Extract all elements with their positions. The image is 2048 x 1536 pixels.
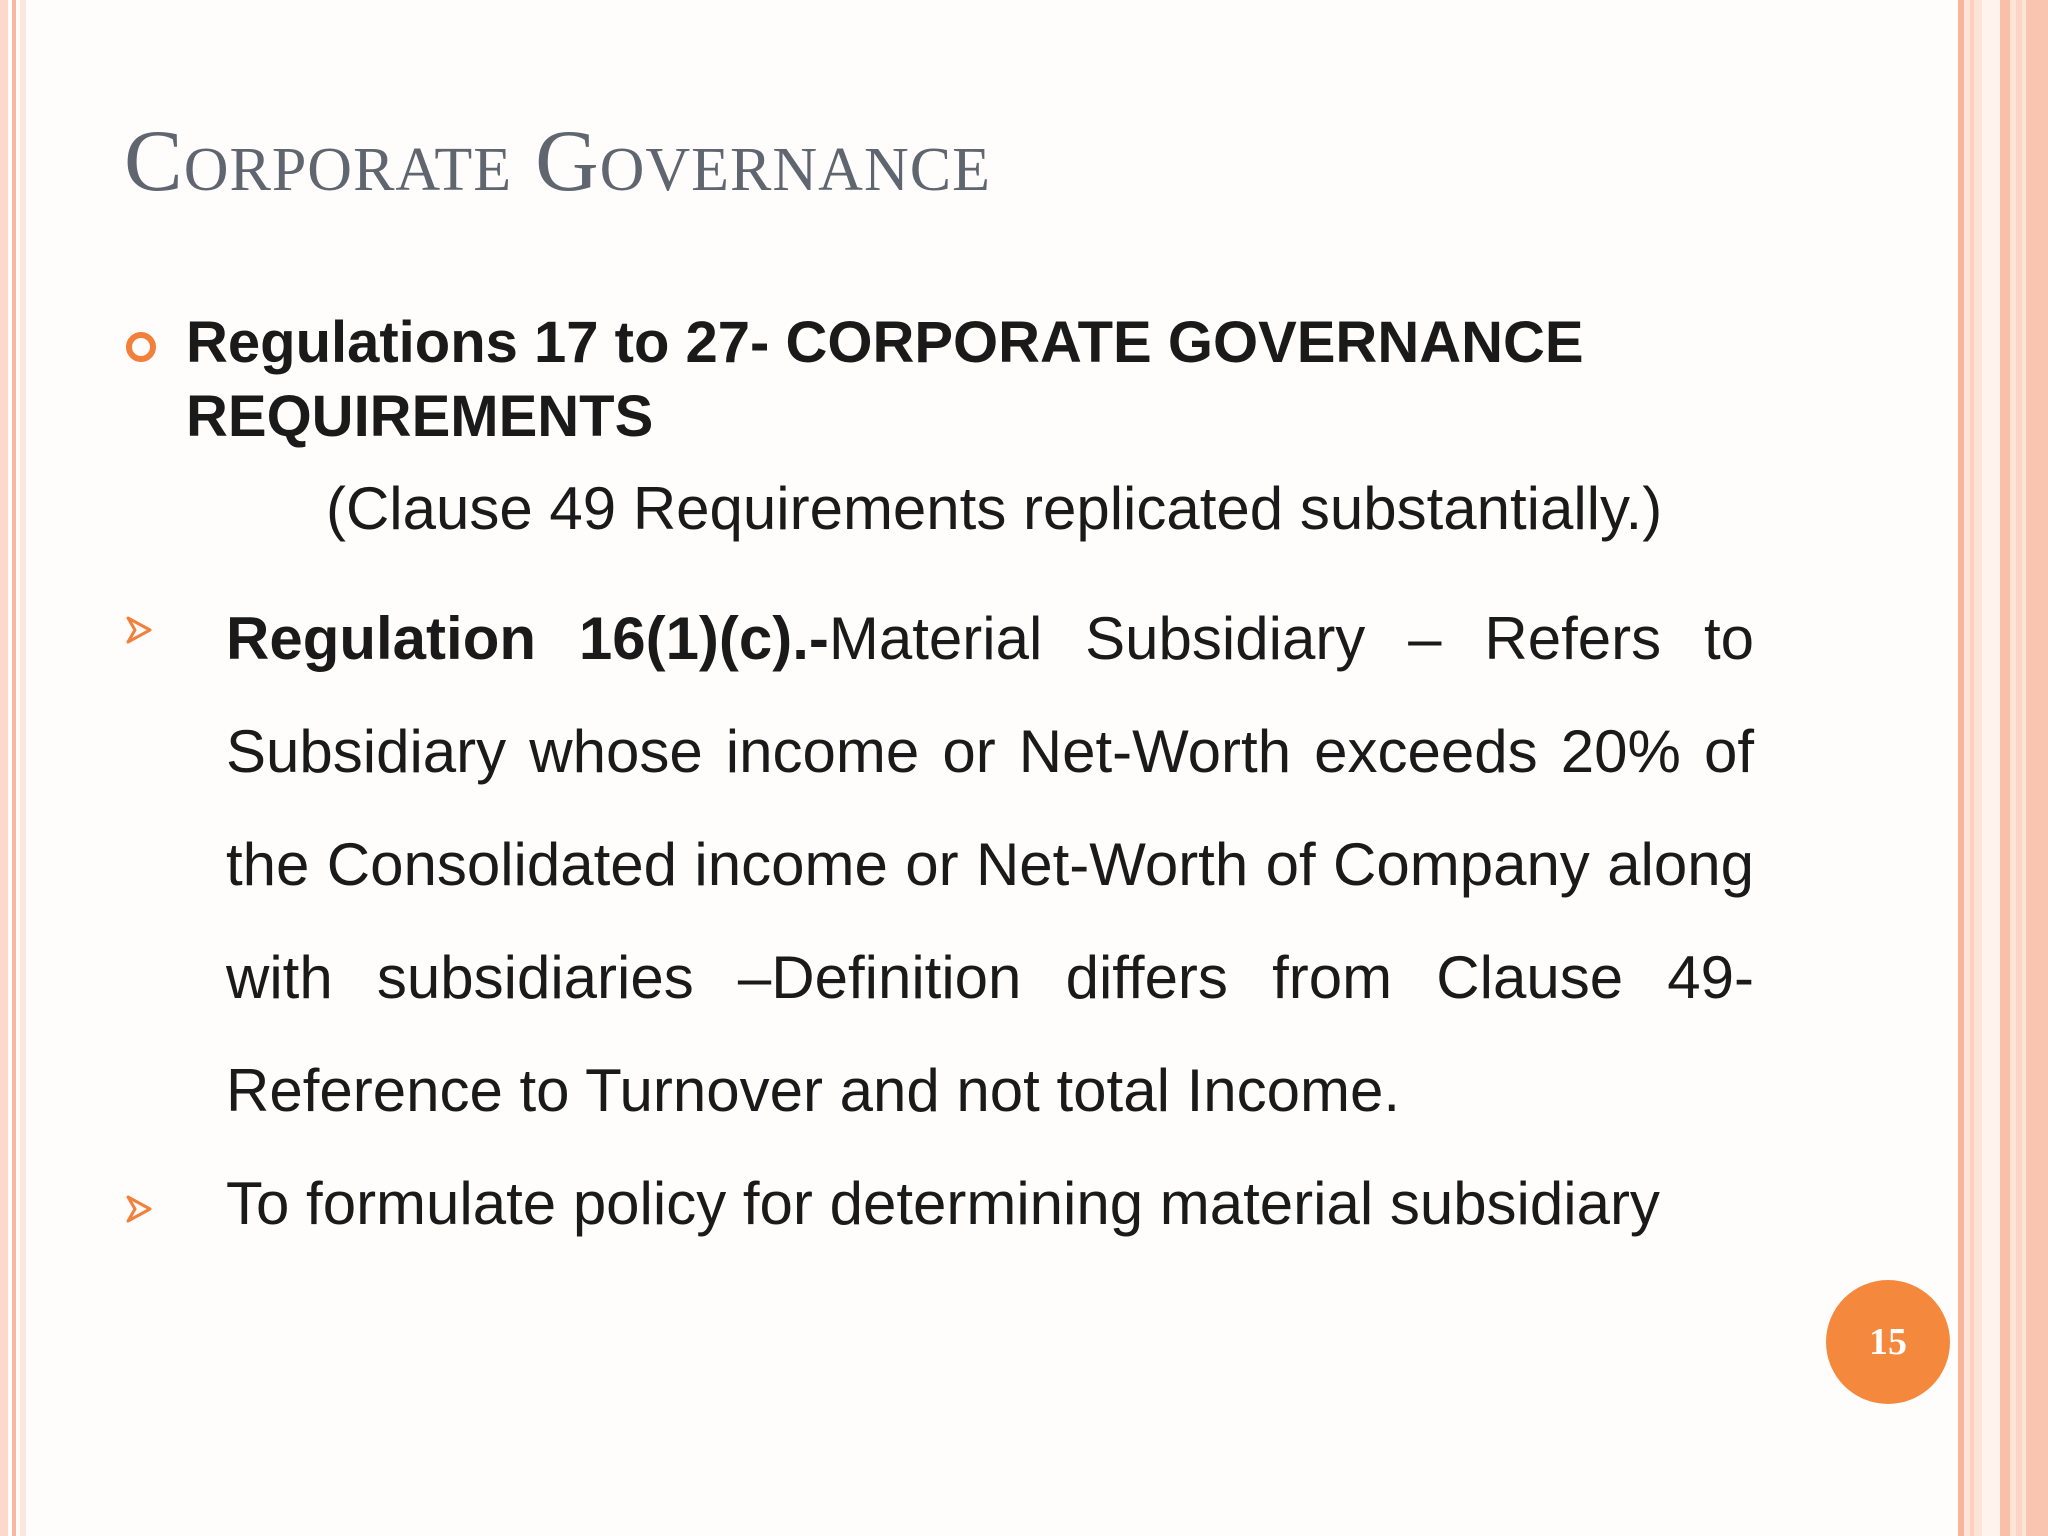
right-border-stripe [1958, 0, 1964, 1536]
right-border-stripe [2000, 0, 2010, 1536]
page-number-badge [1826, 1280, 1950, 1404]
page-number: 15 [1869, 1321, 1907, 1363]
arrowhead-bullet-icon [126, 616, 152, 644]
left-border-stripe [12, 0, 16, 1536]
right-border-stripe [2026, 0, 2048, 1536]
regulation-16-lead: Regulation 16(1)(c).- [226, 605, 829, 672]
sub-note: (Clause 49 Requirements replicated substantially.) [326, 475, 1663, 542]
slide-title: Corporate Governance [124, 113, 991, 210]
section-heading: Regulations 17 to 27- CORPORATE GOVERNANCE REQUIREMENTS [186, 310, 1584, 449]
regulation-16-text: Material Subsidiary – Refers to Subsidiary whose income or Net-Worth exceeds 20% of the Consolidated income or Net-Worth of Company along with subsidiaries –Definition differs from Clause 49-Reference to Turnover and not total Income. [226, 605, 1754, 1124]
left-border-stripe [0, 0, 8, 1536]
regulation-16-paragraph [226, 582, 1754, 1147]
arrowhead-bullet-icon [126, 1195, 152, 1223]
hollow-circle-bullet-icon [126, 332, 156, 362]
right-border-stripe [1970, 0, 1974, 1536]
left-border-stripe [20, 0, 26, 1536]
policy-bullet: To formulate policy for determining material subsidiary [226, 1170, 1660, 1237]
right-border-stripe [2016, 0, 2022, 1536]
right-border-stripe [1982, 0, 2000, 1536]
